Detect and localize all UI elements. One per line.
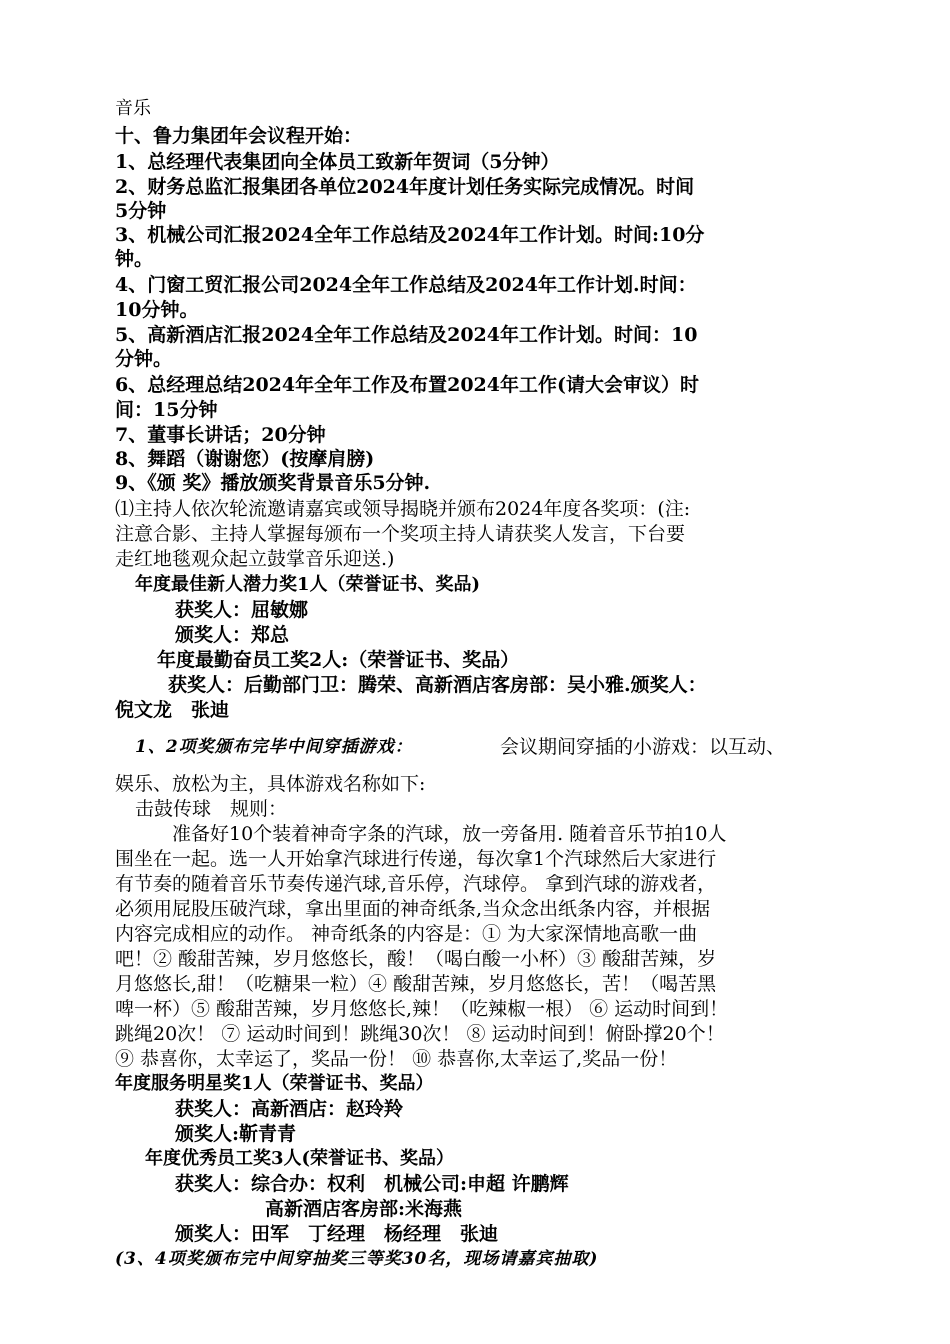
text-line: 走红地毯观众起立鼓掌音乐迎送.) — [115, 548, 395, 570]
agenda-item: 5、高新酒店汇报2024全年工作总结及2024年工作计划。时间：10 — [115, 324, 698, 346]
award-heading: 年度服务明星奖1人（荣誉证书、奖品） — [115, 1073, 434, 1094]
text-line: 围坐在一起。选一人开始拿汽球进行传递，每次拿1个汽球然后大家进行 — [115, 848, 717, 870]
agenda-item: 2、财务总监汇报集团各单位2024年度计划任务实际完成情况。时间 — [115, 176, 695, 198]
award-heading: 年度最勤奋员工奖2人:（荣誉证书、奖品） — [157, 649, 520, 671]
agenda-item: 1、总经理代表集团向全体员工致新年贺词（5分钟） — [115, 151, 560, 173]
text-line: 会议期间穿插的小游戏：以互动、 — [500, 736, 786, 758]
award-heading: 年度优秀员工奖3人(荣誉证书、奖品） — [145, 1148, 455, 1169]
winner-line: 高新酒店客房部:米海燕 — [265, 1198, 463, 1220]
text-line: 啤一杯）⑤ 酸甜苦辣，岁月悠悠长,辣！（吃辣椒一根） ⑥ 运动时间到！ — [115, 998, 729, 1020]
text-line: 月悠悠长,甜！（吃糖果一粒）④ 酸甜苦辣，岁月悠悠长，苦！（喝苦黑 — [115, 973, 717, 995]
agenda-item: 间：15分钟 — [115, 399, 218, 421]
agenda-item: 5分钟 — [115, 200, 167, 222]
agenda-item: 9、《颁 奖》播放颁奖背景音乐5分钟. — [115, 472, 431, 494]
text-line: 跳绳20次！ ⑦ 运动时间到！跳绳30次！ ⑧ 运动时间到！俯卧撑20个！ — [115, 1023, 725, 1045]
text-line: 必须用屁股压破汽球，拿出里面的神奇纸条,当众念出纸条内容，并根据 — [115, 898, 711, 920]
award-heading: 年度最佳新人潜力奖1人（荣誉证书、奖品) — [135, 574, 481, 595]
agenda-item: 8、舞蹈（谢谢您）(按摩肩膀) — [115, 448, 375, 470]
text-line: ⑨ 恭喜你，太幸运了，奖品一份！ ⑩ 恭喜你,太幸运了,奖品一份！ — [115, 1048, 678, 1070]
section-heading: 十、鲁力集团年会议程开始： — [115, 125, 363, 147]
presenter-line: 倪文龙 张迪 — [115, 699, 230, 721]
text-line: 吧！② 酸甜苦辣，岁月悠悠长，酸！（喝白酸一小杯）③ 酸甜苦辣，岁 — [115, 948, 717, 970]
agenda-item: 钟。 — [115, 248, 154, 270]
text-line: ⑴主持人依次轮流邀请嘉宾或领导揭晓并颁布2024年度各奖项：(注: — [115, 498, 691, 520]
text-line: 注意合影、主持人掌握每颁布一个奖项主持人请获奖人发言，下台要 — [115, 523, 686, 545]
agenda-item: 3、机械公司汇报2024全年工作总结及2024年工作计划。时间:10分 — [115, 224, 705, 246]
text-line: 内容完成相应的动作。 神奇纸条的内容是：① 为大家深情地高歌一曲 — [115, 923, 698, 945]
text-line: 准备好10个装着神奇字条的汽球，放一旁备用. 随着音乐节拍10人 — [172, 823, 727, 845]
game-title: 击鼓传球 规则： — [135, 798, 288, 820]
agenda-item: 6、总经理总结2024年全年工作及布置2024年工作(请大会审议）时 — [115, 374, 699, 396]
agenda-item: 10分钟。 — [115, 299, 199, 321]
text-line: 有节奏的随着音乐节奏传递汽球,音乐停，汽球停。 拿到汽球的游戏者， — [115, 873, 717, 895]
presenter-line: 颁奖人：田军 丁经理 杨经理 张迪 — [175, 1223, 499, 1245]
text-line: 音乐 — [115, 98, 151, 119]
presenter-line: 颁奖人:靳青青 — [175, 1123, 297, 1145]
winner-line: 获奖人：高新酒店：赵玲羚 — [175, 1098, 404, 1120]
winner-line: 获奖人：屈敏娜 — [175, 599, 309, 621]
agenda-item: 分钟。 — [115, 348, 173, 370]
lottery-note: (3、4项奖颁布完中间穿抽奖三等奖30名，现场请嘉宾抽取) — [115, 1249, 599, 1269]
presenter-line: 颁奖人：郑总 — [175, 624, 290, 646]
text-line: 娱乐、放松为主，具体游戏名称如下: — [115, 773, 426, 795]
agenda-item: 7、董事长讲话；20分钟 — [115, 424, 326, 446]
winner-line: 获奖人：后勤部门卫：腾荣、高新酒店客房部：吴小雅.颁奖人： — [168, 674, 707, 696]
agenda-item: 4、门窗工贸汇报公司2024全年工作总结及2024年工作计划.时间： — [115, 274, 697, 296]
winner-line: 获奖人：综合办：权利 机械公司:申超 许鹏辉 — [175, 1173, 569, 1195]
game-intro-heading: 1、2项奖颁布完毕中间穿插游戏： — [135, 737, 413, 757]
